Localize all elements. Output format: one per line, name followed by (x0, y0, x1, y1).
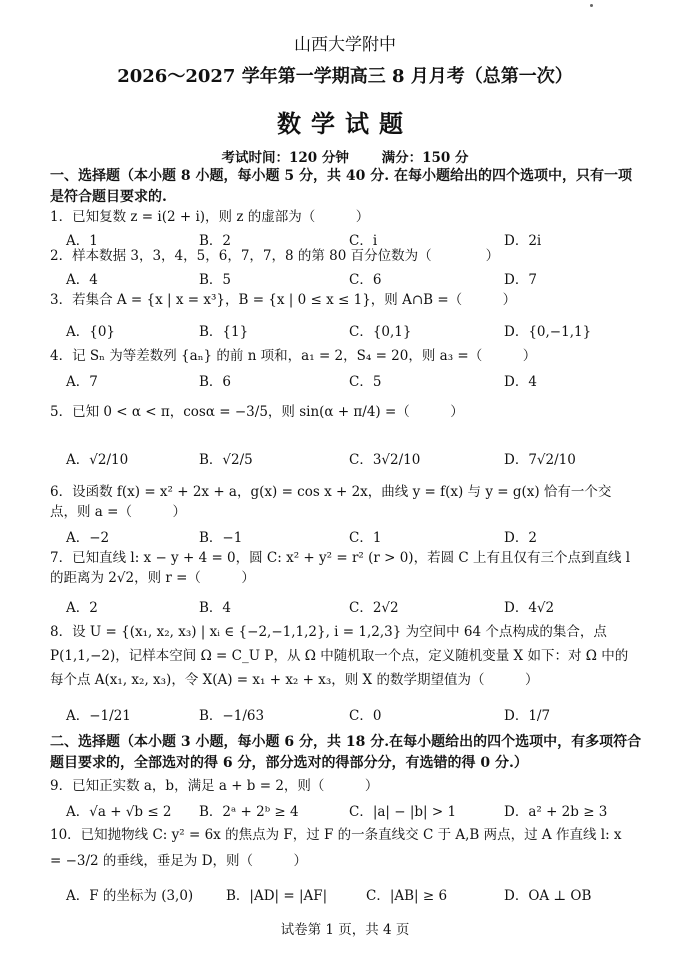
option-c: C．|a| − |b| > 1 (349, 804, 457, 820)
option-c: C．|AB| ≥ 6 (366, 888, 448, 904)
scan-dot (590, 4, 593, 7)
option-b: B．6 (199, 374, 232, 390)
option-b: B．2 (199, 233, 232, 249)
question-6-options (66, 526, 626, 548)
question-10-options (66, 884, 626, 906)
option-a: A．7 (66, 374, 98, 390)
option-b: B．2ᵃ + 2ᵇ ≥ 4 (199, 804, 299, 820)
option-c: C．5 (349, 374, 382, 390)
option-c: C．6 (349, 272, 382, 288)
exam-time: 考试时间：120 分钟 (221, 150, 349, 166)
school-name: 山西大学附中 (294, 35, 396, 55)
subject-title: 数学试题 (277, 109, 413, 138)
question-3-options (66, 320, 626, 342)
option-d: D．2 (504, 530, 537, 546)
question-6-stem: 6．设函数 f(x) = x² + 2x + a，g(x) = cos x + 2x，曲线 y = f(x) 与 y = g(x) 恰有一个交点，则 a =（ ） (50, 484, 612, 520)
option-b: B．|AD| = |AF| (226, 888, 328, 904)
exam-title: 2026～2027 学年第一学期高三 8 月月考（总第一次） (117, 66, 573, 87)
question-5-stem: 5．已知 0 < α < π，cosα = −3/5，则 sin(α + π/4) =（ ） (50, 404, 464, 420)
option-d: D．4 (504, 374, 537, 390)
question-8-stem: 8．设 U = {(x₁, x₂, x₃) | xᵢ ∈ {−2,−1,1,2}, i = 1,2,3} 为空间中 64 个点构成的集合，点 P(1,1,−2)，记样本空间 Ω = C_U P，从 Ω 中随机取一个点，定义随机变量 X 如下：对 Ω 中的每个点 A(x₁, x₂, x₃)，令 X(A) = x₁ + x₂ + x₃，则 X 的数学期望值为（ ） (50, 624, 629, 688)
option-d: D．OA ⊥ OB (504, 888, 592, 904)
option-b: B．−1/63 (199, 708, 265, 724)
option-b: B．√2/5 (199, 452, 253, 468)
option-b: B．5 (199, 272, 232, 288)
option-b: B．−1 (199, 530, 243, 546)
option-a: A．2 (66, 600, 98, 616)
question-7-stem: 7．已知直线 l: x − y + 4 = 0，圆 C: x² + y² = r² (r > 0)，若圆 C 上有且仅有三个点到直线 l 的距离为 2√2，则 r =（ ） (50, 550, 631, 586)
page-footer: 试卷第 1 页，共 4 页 (280, 922, 410, 938)
question-1-stem: 1．已知复数 z = i(2 + i)，则 z 的虚部为（ ） (50, 209, 370, 225)
option-d: D．7 (504, 272, 537, 288)
option-a: A．√2/10 (66, 452, 129, 468)
question-2-stem: 2．样本数据 3，3，4，5，6，7，7，8 的第 80 百分位数为（ ） (50, 248, 500, 264)
option-a: A．{0} (66, 324, 116, 340)
option-d: D．{0,−1,1} (504, 324, 592, 340)
option-a: A．√a + √b ≤ 2 (66, 804, 172, 820)
question-4-stem: 4．记 Sₙ 为等差数列 {aₙ} 的前 n 项和，a₁ = 2，S₄ = 20，则 a₃ =（ ） (50, 348, 537, 364)
option-b: B．{1} (199, 324, 249, 340)
option-a: A．4 (66, 272, 98, 288)
section-2-instruction: 二、选择题（本小题 3 小题，每小题 6 分，共 18 分.在每小题给出的四个选项中，有多项符合题目要求的，全部选对的得 6 分，部分选对的得部分分，有选错的得 0 分.） (50, 734, 642, 771)
question-10-stem: 10．已知抛物线 C: y² = 6x 的焦点为 F，过 F 的一条直线交 C 于 A,B 两点，过 A 作直线 l: x = −3/2 的垂线，垂足为 D，则（ ） (50, 827, 622, 869)
full-score: 满分：150 分 (381, 150, 469, 166)
option-a: A．−1/21 (66, 708, 131, 724)
option-d: D．2i (504, 233, 542, 249)
option-d: D．a² + 2b ≥ 3 (504, 804, 608, 820)
option-d: D．7√2/10 (504, 452, 576, 468)
option-c: C．i (349, 233, 378, 249)
question-7-options (66, 596, 626, 618)
option-a: A．−2 (66, 530, 110, 546)
section-1-instruction: 一、选择题（本小题 8 小题，每小题 5 分，共 40 分. 在每小题给出的四个选项中，只有一项是符合题目要求的. (50, 168, 632, 205)
exam-info (0, 146, 690, 166)
option-b: B．4 (199, 600, 232, 616)
option-d: D．4√2 (504, 600, 555, 616)
question-2-options (66, 268, 626, 290)
option-c: C．2√2 (349, 600, 399, 616)
option-c: C．1 (349, 530, 382, 546)
question-3-stem: 3．若集合 A = {x | x = x³}，B = {x | 0 ≤ x ≤ 1}，则 A∩B =（ ） (50, 292, 517, 308)
option-a: A．1 (66, 233, 98, 249)
option-c: C．3√2/10 (349, 452, 421, 468)
option-d: D．1/7 (504, 708, 551, 724)
option-a: A．F 的坐标为 (3,0) (66, 888, 194, 904)
question-9-options (66, 800, 626, 822)
question-5-options (66, 438, 626, 482)
option-c: C．0 (349, 708, 382, 724)
question-4-options (66, 370, 626, 392)
question-9-stem: 9．已知正实数 a，b，满足 a + b = 2，则（ ） (50, 778, 379, 794)
option-c: C．{0,1} (349, 324, 412, 340)
